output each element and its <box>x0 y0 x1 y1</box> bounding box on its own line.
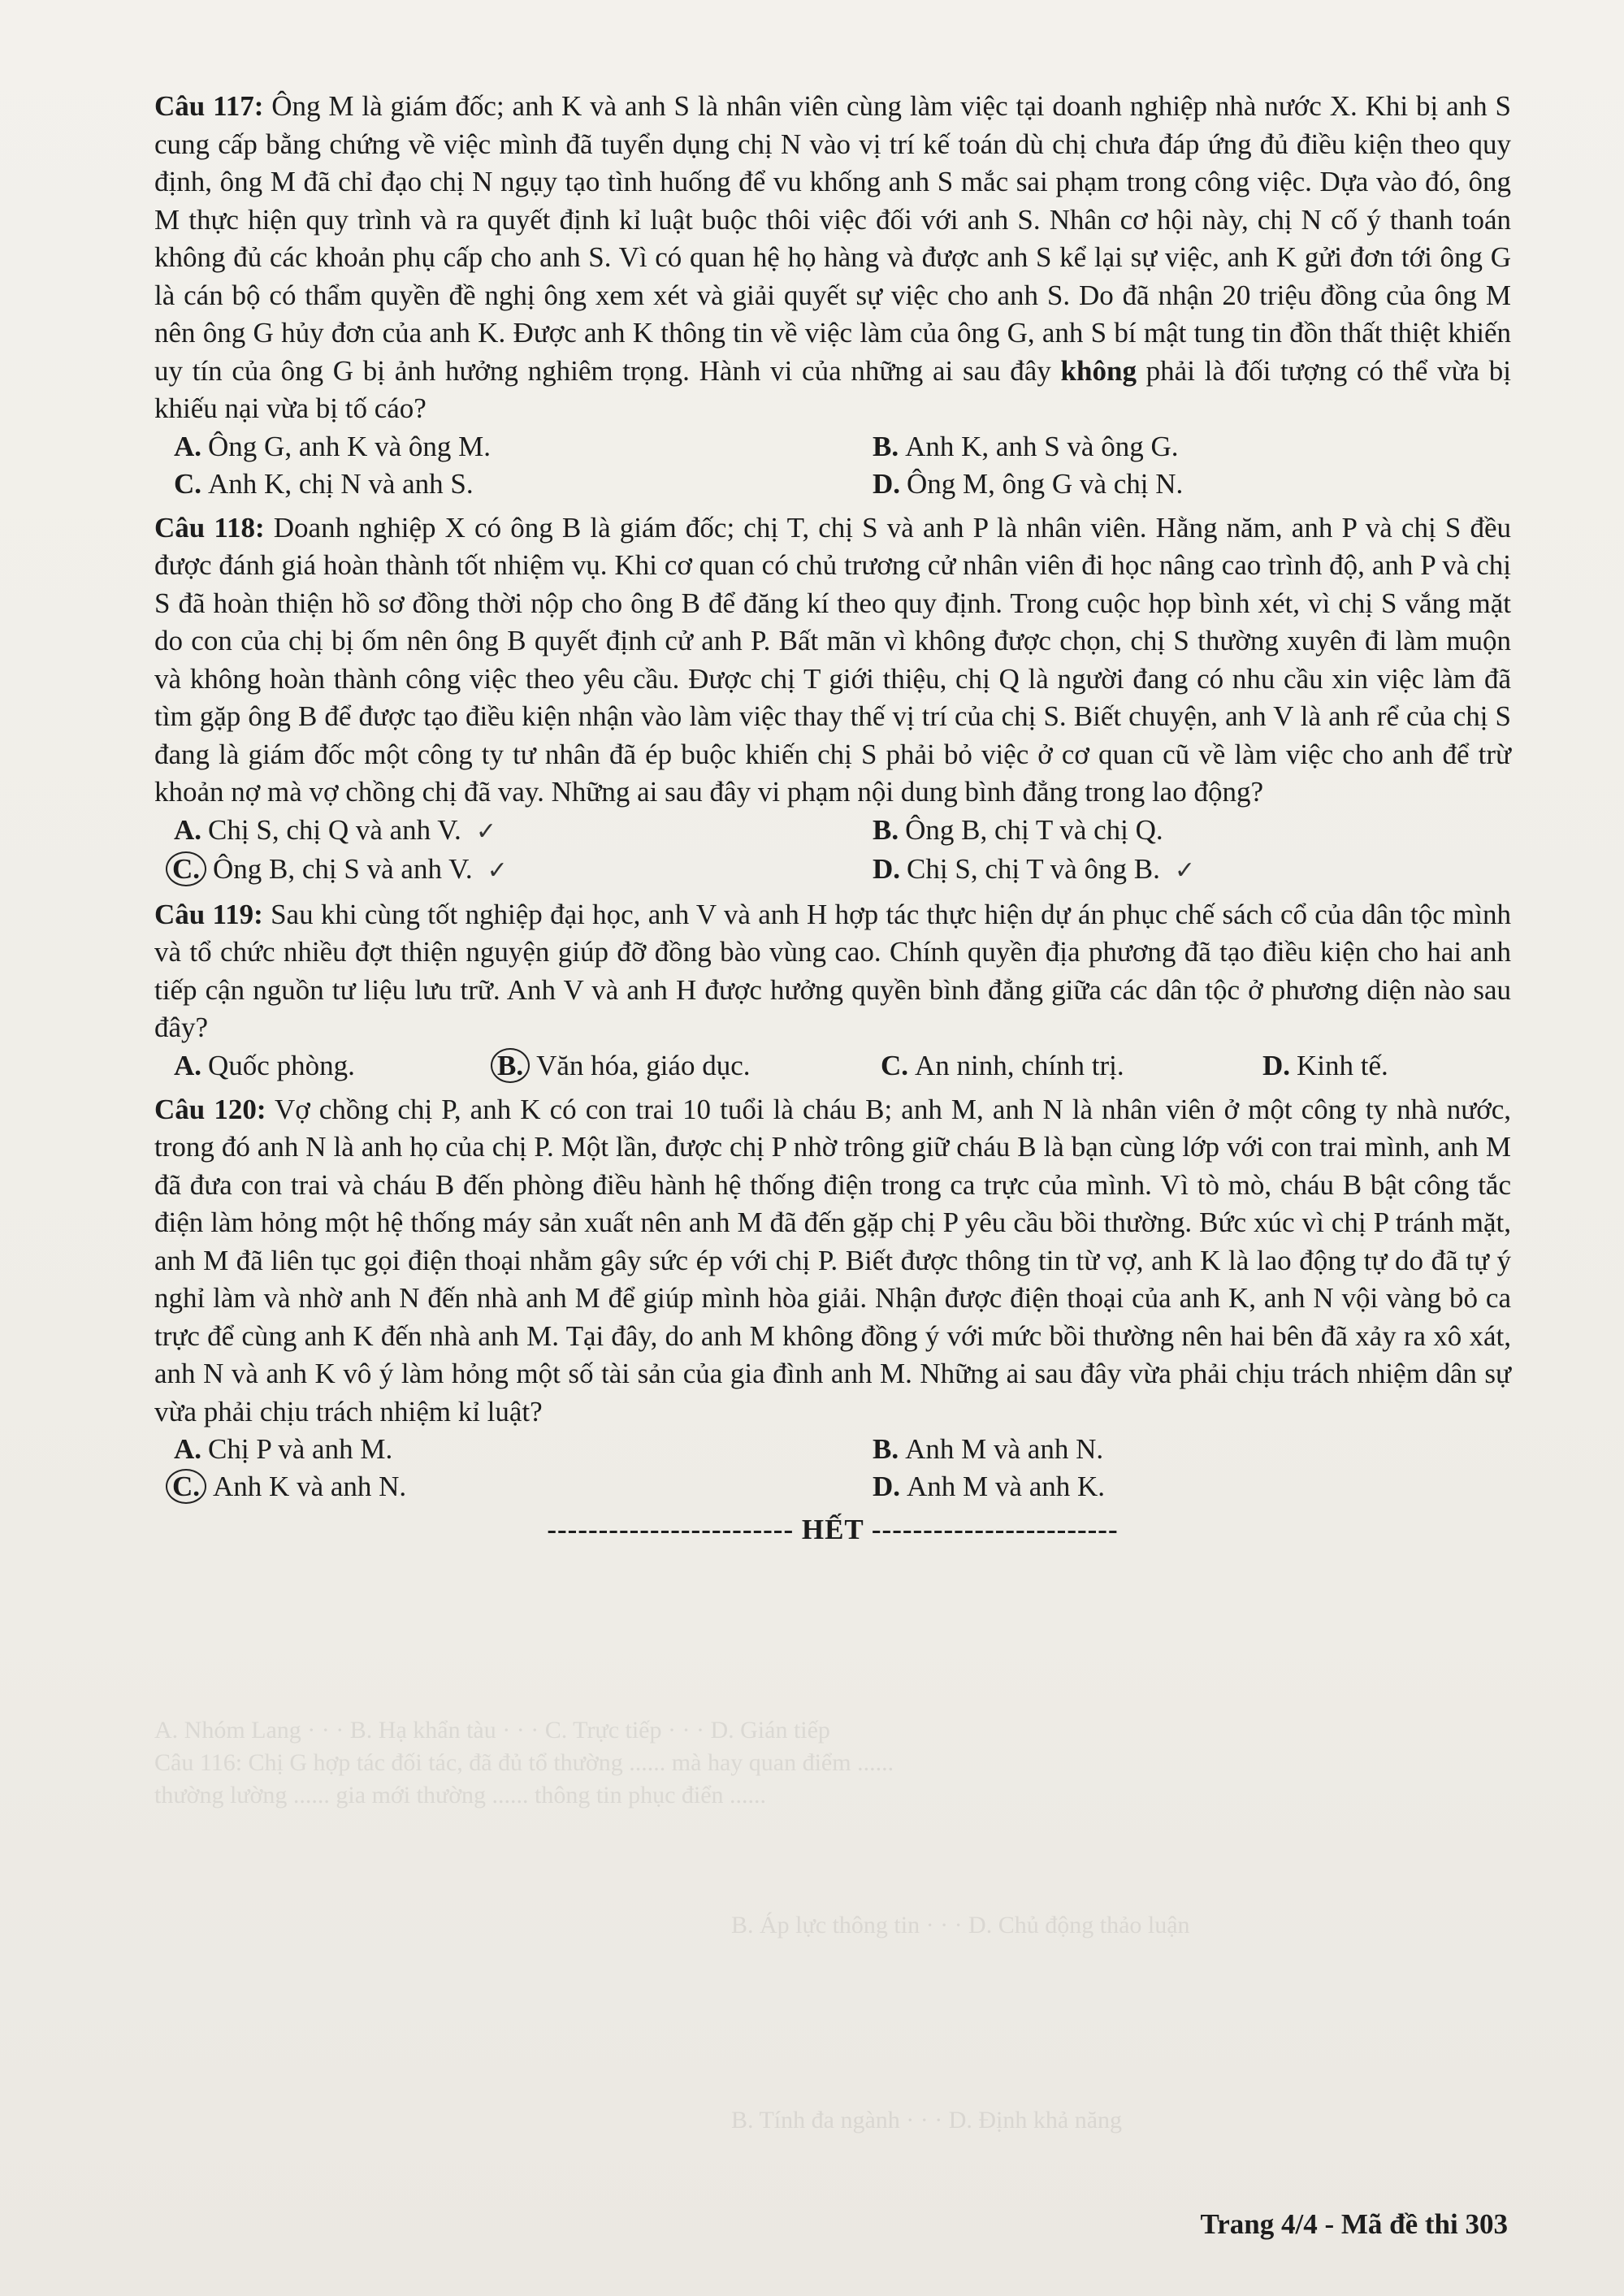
option-d[interactable]: D. Ông M, ông G và chị N. <box>873 467 1184 500</box>
question-text <box>154 509 1511 812</box>
option-d[interactable]: D. Chị S, chị T và ông B. ✓ <box>853 851 1511 890</box>
option-d[interactable]: D. Anh M và anh K. <box>873 1471 1106 1502</box>
bleed-through-text-3: thường lường ...... gia mới thường ...... thông tin phục điển ...... <box>154 1782 767 1809</box>
question-118 <box>154 509 1511 890</box>
page-footer: Trang 4/4 - Mã đề thi 303 <box>1200 2208 1508 2240</box>
exam-content <box>154 88 1511 1546</box>
option-a[interactable]: A. Quốc phòng. <box>174 1049 355 1081</box>
option-c[interactable]: C. Anh K, chị N và anh S. <box>174 467 474 500</box>
answer-options <box>154 428 1511 503</box>
bleed-through-text-5: B. Tính đa ngành · · · D. Định khả năng <box>731 2107 1123 2134</box>
question-text <box>154 896 1511 1047</box>
end-marker: ------------------------ HẾT ------------------------ <box>547 1514 1119 1545</box>
emphasis-word: không <box>1060 354 1137 387</box>
bleed-through-text: A. Nhóm Lang · · · B. Hạ khẩn tàu · · · C. Trực tiếp · · · D. Gián tiếp <box>154 1717 830 1744</box>
question-body: Ông M là giám đốc; anh K và anh S là nhân viên cùng làm việc tại doanh nghiệp nhà nước X. Khi bị anh S cung cấp bằng chứng về việc mình đã tuyển dụng chị N vào vị trí kế toán dù chị chưa đáp ứng đủ điều kiện theo quy định, ông M đã chỉ đạo chị N ngụy tạo tình huống để vu khống anh S mắc sai phạm trong công việc. Dựa vào đó, ông M thực hiện quy trình và ra quyết định kỉ luật buộc thôi việc đối với anh S. Nhân cơ hội này, chị N cố ý thanh toán không đủ các khoản phụ cấp cho anh S. Vì có quan hệ họ hàng và được anh S kể lại sự việc, anh K gửi đơn tới ông G là cán bộ có thẩm quyền đề nghị ông xem xét và giải quyết sự việc cho anh S. Do đã nhận 20 triệu đồng của ông M nên ông G hủy đơn của anh K. Được anh K thông tin về việc làm của ông G, anh S bí mật tung tin đồn thất thiệt khiến uy tín của ông G bị ảnh hưởng nghiêm trọng. Hành vi của những ai sau đây <box>154 90 1512 387</box>
answer-options <box>154 1047 1511 1085</box>
question-body: Vợ chồng chị P, anh K có con trai 10 tuổi là cháu B; anh M, anh N là nhân viên ở một công ty nhà nước, trong đó anh N là anh họ của chị P. Một lần, được chị P nhờ trông giữ cháu B là bạn cùng lớp với con trai mình, anh M đã đưa con trai và cháu B đến phòng điều hành hệ thống điện trong ca trực của mình. Vì tò mò, cháu B bật công tắc điện làm hỏng một hệ thống máy sản xuất nên anh M đã đến gặp chị P yêu cầu bồi thường. Bức xúc vì chị P tránh mặt, anh M đã liên tục gọi điện thoại nhằm gây sức ép với chị P. Biết được thông tin từ vợ, anh K là lao động tự do đã tự ý nghỉ làm và nhờ anh N đến nhà anh M để giúp mình hòa giải. Nhận được điện thoại của anh K, anh N vội vàng bỏ ca trực để cùng anh K đến nhà anh M. Tại đây, do anh M không đồng ý với mức bồi thường nên hai bên đã xảy ra xô xát, anh N và anh K vô ý làm hỏng một số tài sản của gia đình anh M. Những ai sau đây vừa phải chịu trách nhiệm dân sự vừa phải chịu trách nhiệm kỉ luật? <box>154 1093 1511 1427</box>
bleed-through-text-4: B. Áp lực thông tin · · · D. Chủ động thảo luận <box>731 1912 1190 1939</box>
option-c[interactable]: C. An ninh, chính trị. <box>881 1049 1124 1081</box>
option-c[interactable]: C. Anh K và anh N. <box>154 1468 853 1505</box>
question-body: Doanh nghiệp X có ông B là giám đốc; chị T, chị S và anh P là nhân viên. Hằng năm, anh P và chị S đều được đánh giá hoàn thành tốt nhiệm vụ. Khi cơ quan có chủ trương cử nhân viên đi học nâng cao trình độ, anh P và chị S đã hoàn thiện hồ sơ đồng thời nộp cho ông B để đăng kí theo quy định. Trong cuộc họp bình xét, vì chị S vắng mặt do con của chị bị ốm nên ông B quyết định cử anh P. Bất mãn vì không được chọn, chị S thường xuyên đi làm muộn và không hoàn thành công việc theo yêu cầu. Được chị T giới thiệu, chị Q là người đang có nhu cầu xin việc làm đã tìm gặp ông B để được tạo điều kiện nhận vào làm việc thay thế vị trí của chị S. Biết chuyện, anh V là anh rể của chị S đang là giám đốc một công ty tư nhân đã ép buộc khiến chị S phải bỏ việc ở cơ quan cũ về làm việc cho anh để trừ khoản nợ mà vợ chồng chị đã vay. Những ai sau đây vi phạm nội dung bình đẳng trong lao động? <box>154 511 1512 808</box>
question-label: Câu 120: <box>154 1093 266 1125</box>
answer-options <box>154 812 1511 890</box>
option-d[interactable]: D. Kinh tế. <box>1262 1049 1388 1081</box>
question-label: Câu 118: <box>154 511 265 544</box>
question-119 <box>154 896 1511 1085</box>
question-text <box>154 1091 1511 1432</box>
question-body: Sau khi cùng tốt nghiệp đại học, anh V và anh H hợp tác thực hiện dự án phục chế sách cổ của dân tộc mình và tổ chức nhiều đợt thiện nguyện giúp đỡ đồng bào vùng cao. Chính quyền địa phương đã tạo điều kiện cho hai anh tiếp cận nguồn tư liệu lưu trữ. Anh V và anh H được hưởng quyền bình đẳng giữa các dân tộc ở phương diện nào sau đây? <box>154 898 1512 1043</box>
question-label: Câu 119: <box>154 898 263 930</box>
option-a[interactable]: A. Chị P và anh M. <box>174 1433 393 1465</box>
bleed-through-text-2: Câu 116: Chị G hợp tác đối tác, đã đủ tổ thường ...... mà hay quan điểm ...... <box>154 1749 894 1776</box>
question-120 <box>154 1091 1511 1506</box>
question-117 <box>154 88 1511 503</box>
option-b[interactable]: B. Anh K, anh S và ông G. <box>873 430 1179 462</box>
answer-options <box>154 1431 1511 1505</box>
option-b[interactable]: B. Ông B, chị T và chị Q. <box>873 813 1163 846</box>
question-body-end: phải là đối tượng có thể vừa bị khiếu nại vừa bị tố cáo? <box>154 354 1512 424</box>
question-text <box>154 88 1511 428</box>
option-c[interactable]: C. Ông B, chị S và anh V. ✓ <box>154 851 853 890</box>
option-a[interactable]: A. Ông G, anh K và ông M. <box>174 430 492 462</box>
option-b[interactable]: B. Văn hóa, giáo dục. <box>479 1047 861 1085</box>
option-b[interactable]: B. Anh M và anh N. <box>873 1433 1104 1465</box>
question-label: Câu 117: <box>154 90 264 122</box>
option-a[interactable]: A. Chị S, chị Q và anh V. ✓ <box>154 812 853 851</box>
